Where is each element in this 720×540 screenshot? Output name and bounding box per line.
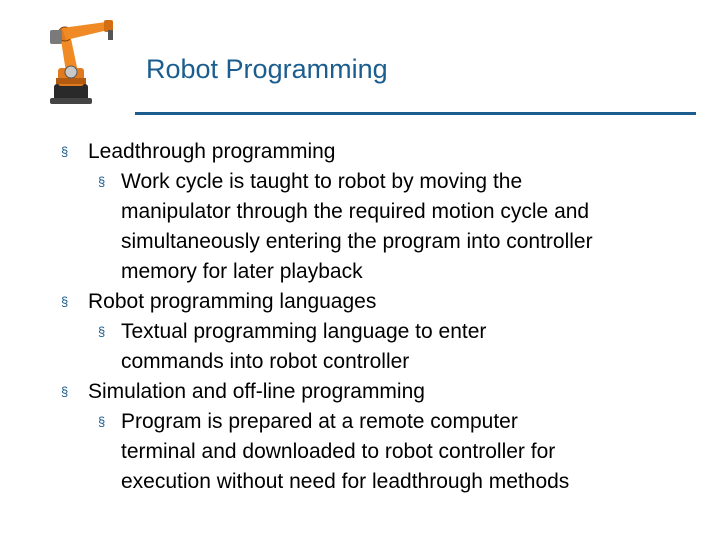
bullet-item <box>0 137 720 167</box>
bullet-text: Simulation and off-line programming <box>88 380 425 403</box>
bullet-marker-icon: § <box>98 324 106 339</box>
industrial-robot-arm-icon <box>40 12 118 108</box>
bullet-item <box>0 377 720 407</box>
sub-bullet-item <box>0 407 720 497</box>
bullet-marker-icon: § <box>98 414 106 429</box>
slide-title: Robot Programming <box>146 54 388 84</box>
sub-bullet-text: simultaneously entering the program into controller <box>121 230 593 253</box>
title-underline <box>135 112 696 115</box>
sub-bullet-text: Textual programming language to enter <box>121 320 487 343</box>
bullet-text: Leadthrough programming <box>88 140 336 163</box>
sub-bullet-item <box>0 167 720 287</box>
sub-bullet-item <box>0 317 720 377</box>
bullet-text: Robot programming languages <box>88 290 377 313</box>
sub-bullet-text: Program is prepared at a remote computer <box>121 410 518 433</box>
bullet-marker-icon: § <box>61 384 69 399</box>
bullet-marker-icon: § <box>61 294 69 309</box>
bullet-marker-icon: § <box>61 144 69 159</box>
sub-bullet-text: memory for later playback <box>121 260 363 283</box>
sub-bullet-text: manipulator through the required motion cycle and <box>121 200 590 223</box>
bullet-item <box>0 287 720 317</box>
sub-bullet-text: Work cycle is taught to robot by moving the <box>121 170 523 193</box>
sub-bullet-text: terminal and downloaded to robot controller for <box>121 440 556 463</box>
bullet-list <box>0 137 720 497</box>
sub-bullet-text: execution without need for leadthrough methods <box>121 470 570 493</box>
bullet-marker-icon: § <box>98 174 106 189</box>
sub-bullet-text: commands into robot controller <box>121 350 410 373</box>
